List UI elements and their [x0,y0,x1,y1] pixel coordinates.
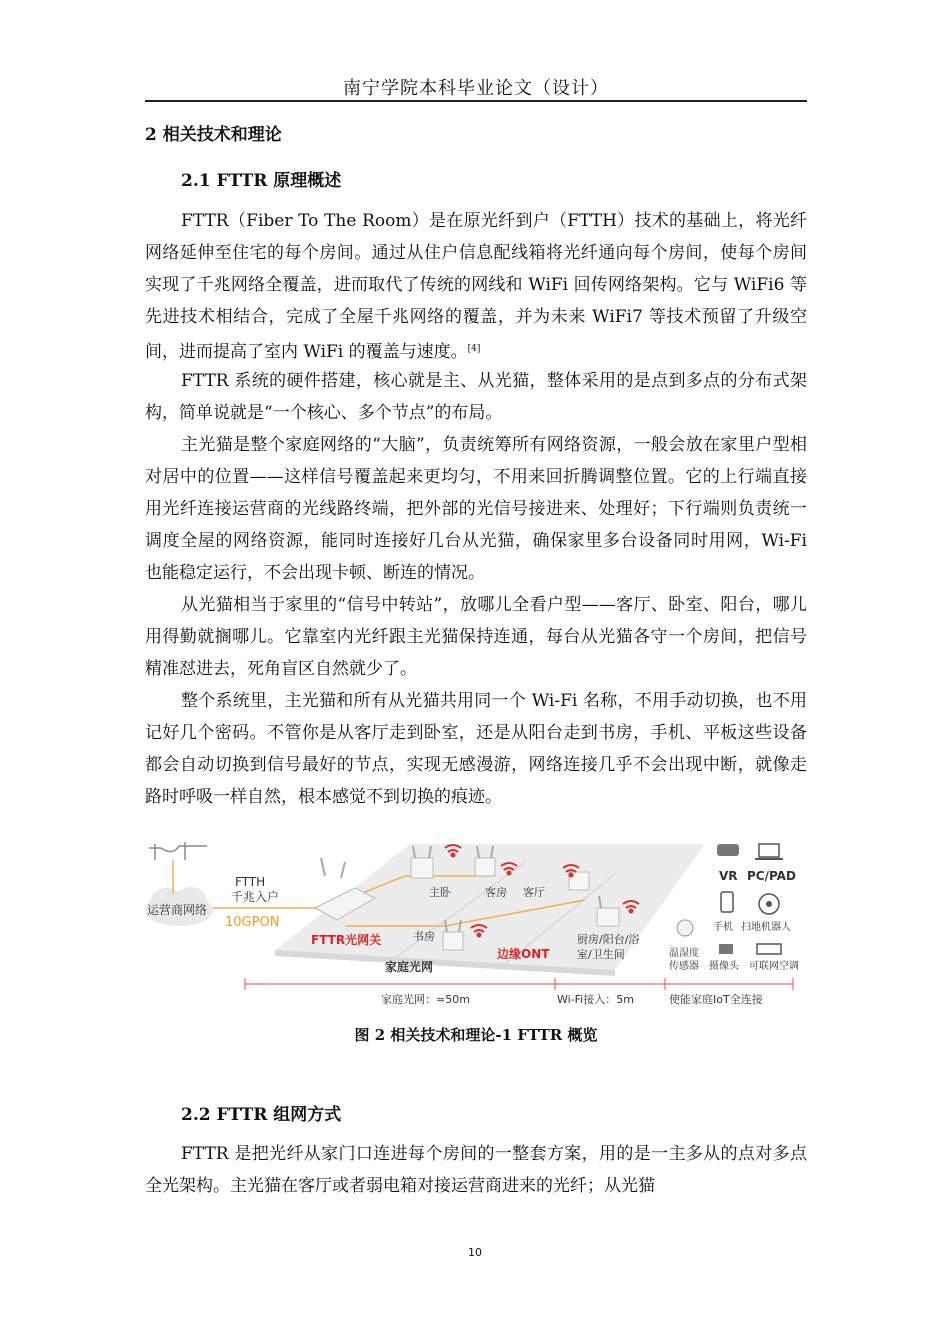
study-label: 书房 [413,930,435,943]
living-room-label: 客厅 [523,886,545,899]
citation-marker: [4] [467,344,481,354]
distance-scale [245,978,793,990]
edge-ont-label: 边缘ONT [497,947,550,961]
pc-pad-label: PC/PAD [747,869,796,883]
gpon-label: 10GPON [225,915,280,930]
sensor-icon [677,920,693,936]
paragraph: FTTR 是把光纤从家门口连进每个房间的一整套方案，用的是一主多从的点对多点全光架构。主光猫在客厅或者弱电箱对接运营商进来的光纤；从光猫 [145,1144,807,1196]
vr-headset-icon [717,844,739,856]
phone-label: 手机 [713,922,733,933]
subsection-heading-2-1: 2.1 FTTR 原理概述 [181,171,342,191]
air-conditioner-icon [757,944,781,954]
distance-iot-label: 使能家庭IoT全连接 [669,993,763,1006]
phone-icon [721,892,733,912]
carrier-network-label: 运营商网络 [147,903,208,917]
gateway-label: FTTR光网关 [311,933,382,947]
kitchen-etc-label: 厨房/阳台/浴 [577,933,640,946]
paragraph: 主光猫是整个家庭网络的“大脑”，负责统筹所有网络资源，一般会放在家里户型相对居中的位置——这样信号覆盖起来更均匀，不用来回折腾调整位置。它的上行端直接用光纤连接运营商的光线路终端，把外部的光信号接进来、处理好；下行端则负责统一调度全屋的网络资源，能同时连接好几台从光猫，确保家里多台设备同时用网，Wi-Fi 也能稳定运行，不会出现卡顿、断连的情况。 [145,435,807,583]
camera-icon [719,944,733,954]
robot-vacuum-label: 扫地机器人 [741,922,791,933]
paragraph: 整个系统里，主光猫和所有从光猫共用同一个 Wi-Fi 名称，不用手动切换，也不用记好几个密码。不管你是从客厅走到卧室，还是从阳台走到书房，手机、平板这些设备都会自动切换到信号最好的节点，实现无感漫游，网络连接几乎不会出现中断，就像走路时呼吸一样自然，根本感觉不到切换的痕迹。 [145,691,807,807]
sensor-label-1: 温湿度 [669,948,699,959]
ftth-label: FTTH [235,875,266,889]
vr-label: VR [719,869,738,883]
distance-home-label: 家庭光网：≈50m [381,993,470,1006]
camera-label: 摄像头 [709,961,739,972]
paragraph: 从光猫相当于家里的“信号中转站”，放哪儿全看户型——客厅、卧室、阳台，哪儿用得勤就搁哪儿。它靠室内光纤跟主光猫保持连通，每台从光猫各守一个房间，把信号精准怼进去，死角盲区自然就少了。 [145,595,807,679]
aircon-label: 可联网空调 [749,961,799,972]
distance-wifi-label: Wi-Fi接入：5m [557,993,634,1006]
fttr-overview-figure [145,838,807,1008]
running-header: 南宁学院本科毕业论文（设计） [343,78,609,99]
figure-caption: 图 2 相关技术和理论-1 FTTR 概览 [354,1026,598,1044]
guest-room-label: 客房 [485,886,507,899]
laptop-icon [755,844,783,859]
subsection-heading-2-2: 2.2 FTTR 组网方式 [181,1105,342,1125]
bathroom-label: 室/卫生间 [577,948,625,961]
paragraph: FTTR（Fiber To The Room）是在原光纤到户（FTTH）技术的基础上，将光纤网络延伸至住宅的每个房间。通过从住户信息配线箱将光纤通向每个房间，使每个房间实现了千兆网络全覆盖，进而取代了传统的网线和 WiFi 回传网络架构。它与 WiFi6 等先进技术相结合，完成了全屋千兆网络的覆盖，并为未来 WiFi7 等技术预留了升级空间，进而提高了室内 WiFi 的覆盖与速度。[4] [145,211,807,362]
header-rule [145,100,807,102]
section-heading: 2 相关技术和理论 [145,125,282,145]
sensor-label-2: 传感器 [669,961,699,972]
home-network-label: 家庭光网 [385,960,434,974]
page-number: 10 [468,1246,482,1259]
robot-vacuum-icon [759,894,779,914]
utility-pole-icon [149,842,207,860]
paragraph: FTTR 系统的硬件搭建，核心就是主、从光猫，整体采用的是点到多点的分布式架构，简单说就是“一个核心、多个节点”的布局。 [145,371,807,423]
master-bedroom-label: 主卧 [429,886,451,899]
gigabit-access-label: 千兆入户 [231,890,280,904]
